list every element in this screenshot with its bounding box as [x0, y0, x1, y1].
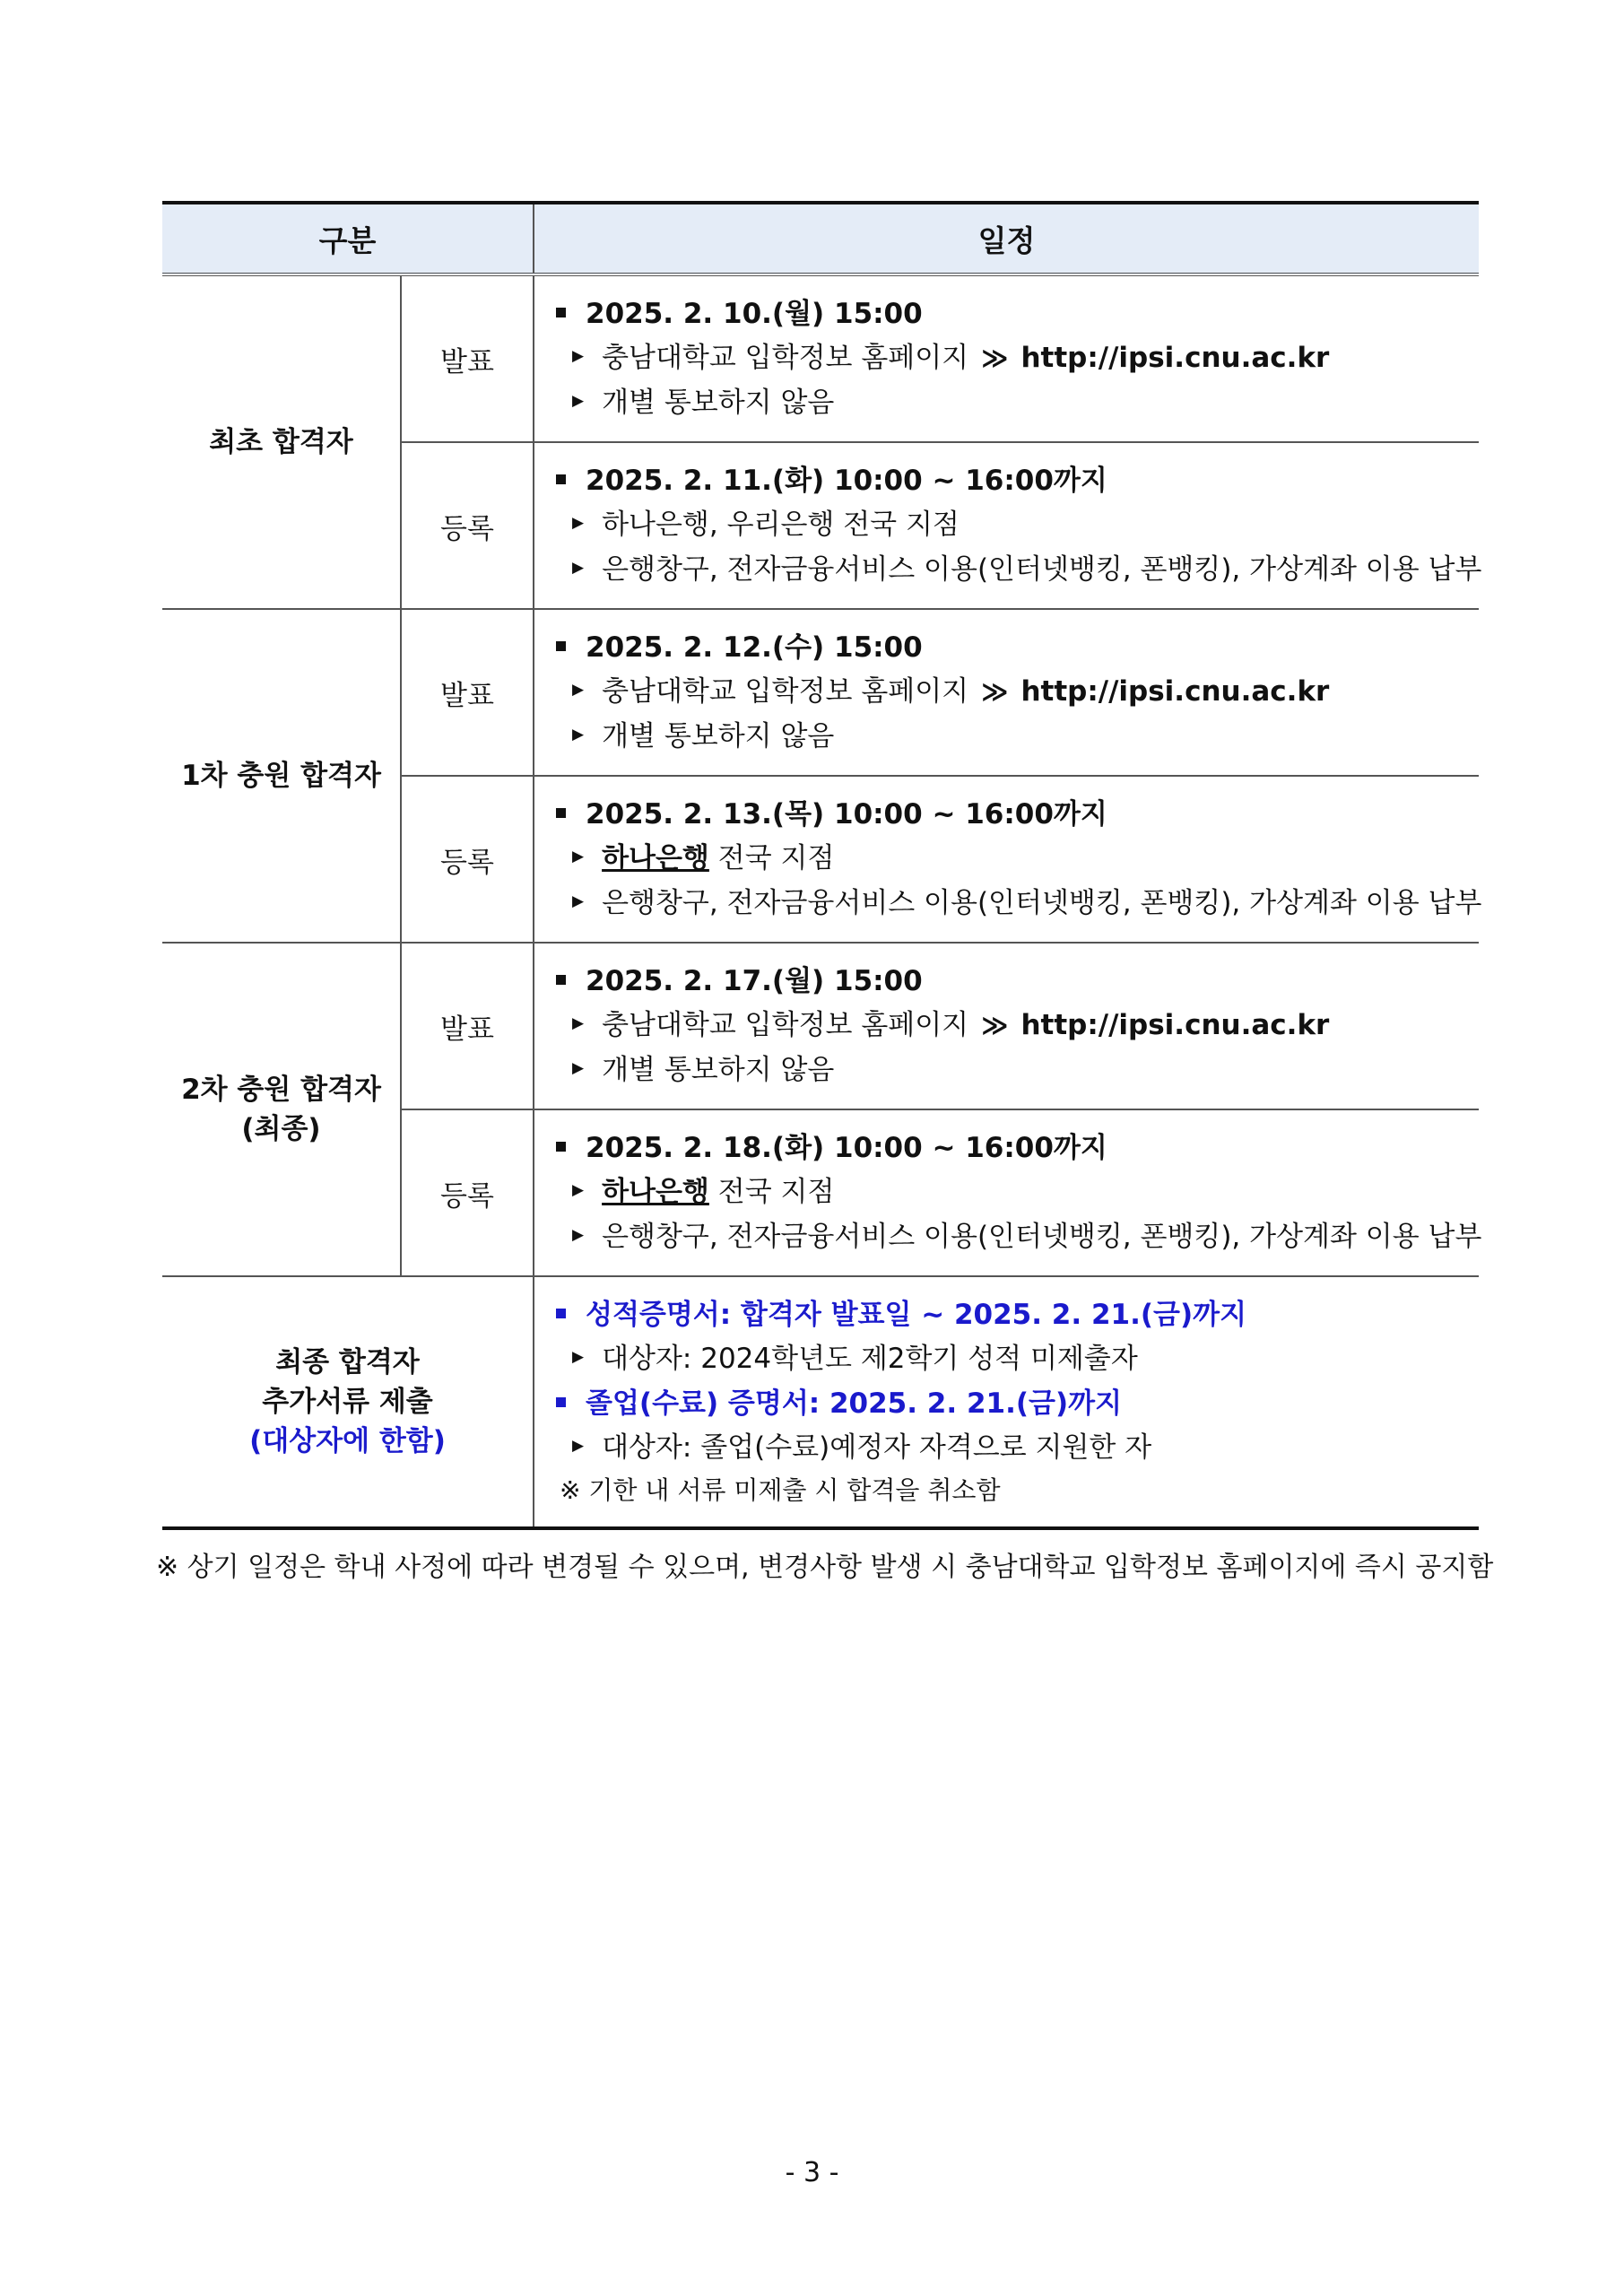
square-bullet-icon	[556, 474, 566, 484]
category-line: 최종 합격자	[275, 1346, 420, 1378]
square-bullet-icon	[556, 1309, 566, 1318]
triangle-bullet-icon: ▶	[572, 1225, 585, 1244]
bullet-text: 개별 통보하지 않음	[602, 386, 835, 419]
bullet-text: 충남대학교 입학정보 홈페이지	[602, 341, 969, 374]
arrow-separator: ≫	[981, 1009, 1009, 1040]
schedule-datetime: 2025. 2. 12.(수) 15:00	[586, 631, 923, 664]
category-line: 추가서류 제출	[262, 1386, 433, 1418]
triangle-bullet-icon: ▶	[572, 1013, 585, 1032]
sub-announcement: 발표	[401, 943, 534, 1109]
category-final-documents	[162, 1276, 534, 1528]
category-line: 2차 충원 합격자	[181, 1074, 381, 1106]
schedule-table	[162, 201, 1482, 1530]
arrow-separator: ≫	[981, 675, 1009, 707]
bullet-text: 대상자: 2024학년도 제2학기 성적 미제출자	[602, 1343, 1138, 1375]
category-first-waitlist: 1차 충원 합격자	[162, 609, 401, 943]
sub-registration: 등록	[401, 776, 534, 943]
bullet-text: 충남대학교 입학정보 홈페이지	[602, 674, 969, 708]
triangle-bullet-icon: ▶	[572, 1058, 585, 1077]
arrow-separator: ≫	[981, 342, 1009, 373]
triangle-bullet-icon: ▶	[572, 558, 585, 577]
triangle-bullet-icon: ▶	[572, 1180, 585, 1199]
document-deadline: 졸업(수료) 증명서: 2025. 2. 21.(금)까지	[586, 1387, 1123, 1420]
admission-url-link[interactable]: http://ipsi.cnu.ac.kr	[1020, 341, 1330, 374]
bullet-text: 충남대학교 입학정보 홈페이지	[602, 1008, 969, 1041]
triangle-bullet-icon: ▶	[572, 391, 585, 410]
bullet-text: 개별 통보하지 않음	[602, 1053, 835, 1086]
schedule-detail	[534, 442, 1482, 609]
schedule-datetime: 2025. 2. 18.(화) 10:00 ~ 16:00까지	[586, 1131, 1107, 1164]
schedule-detail	[534, 1109, 1482, 1276]
bullet-text: 은행창구, 전자금융서비스 이용(인터넷뱅킹, 폰뱅킹), 가상계좌 이용 납부	[602, 1220, 1482, 1253]
schedule-datetime: 2025. 2. 10.(월) 15:00	[586, 297, 923, 330]
bank-name: 하나은행	[602, 1175, 709, 1208]
header-category: 구분	[162, 203, 534, 274]
schedule-detail	[534, 609, 1479, 776]
bullet-text: 전국 지점	[717, 1175, 835, 1208]
category-initial-admit: 최초 합격자	[162, 274, 401, 609]
triangle-bullet-icon: ▶	[572, 1348, 585, 1366]
schedule-detail	[534, 943, 1479, 1109]
sub-announcement: 발표	[401, 274, 534, 442]
bullet-text: 은행창구, 전자금융서비스 이용(인터넷뱅킹, 폰뱅킹), 가상계좌 이용 납부	[602, 886, 1482, 919]
schedule-datetime: 2025. 2. 11.(화) 10:00 ~ 16:00까지	[586, 464, 1107, 497]
bullet-text: 전국 지점	[717, 841, 835, 874]
sub-registration: 등록	[401, 1109, 534, 1276]
sub-announcement: 발표	[401, 609, 534, 776]
cancellation-note: ※ 기한 내 서류 미제출 시 합격을 취소함	[560, 1475, 1001, 1505]
document-deadline: 성적증명서: 합격자 발표일 ~ 2025. 2. 21.(금)까지	[586, 1299, 1247, 1331]
square-bullet-icon	[556, 1397, 566, 1407]
bullet-text: 은행창구, 전자금융서비스 이용(인터넷뱅킹, 폰뱅킹), 가상계좌 이용 납부	[602, 552, 1482, 586]
triangle-bullet-icon: ▶	[572, 680, 585, 699]
schedule-detail	[534, 274, 1479, 442]
triangle-bullet-icon: ▶	[572, 1437, 585, 1455]
schedule-detail	[534, 1276, 1479, 1528]
sub-registration: 등록	[401, 442, 534, 609]
triangle-bullet-icon: ▶	[572, 891, 585, 910]
admission-url-link[interactable]: http://ipsi.cnu.ac.kr	[1020, 1008, 1330, 1041]
table-header-row	[162, 203, 1479, 274]
table-row	[162, 943, 1479, 1109]
page-number: - 3 -	[785, 2157, 839, 2188]
schedule-datetime: 2025. 2. 17.(월) 15:00	[586, 964, 923, 997]
footnote: ※ 상기 일정은 학내 사정에 따라 변경될 수 있으며, 변경사항 발생 시 충남대학교 입학정보 홈페이지에 즉시 공지함	[156, 1552, 1494, 1583]
header-schedule: 일정	[534, 203, 1479, 274]
square-bullet-icon	[556, 975, 566, 985]
bullet-text: 개별 통보하지 않음	[602, 719, 835, 752]
square-bullet-icon	[556, 1142, 566, 1152]
category-note: (대상자에 한함)	[249, 1425, 446, 1457]
square-bullet-icon	[556, 808, 566, 818]
bullet-text: 하나은행, 우리은행 전국 지점	[602, 508, 960, 541]
square-bullet-icon	[556, 308, 566, 317]
triangle-bullet-icon: ▶	[572, 346, 585, 365]
triangle-bullet-icon: ▶	[572, 725, 585, 744]
bank-name: 하나은행	[602, 841, 709, 874]
triangle-bullet-icon: ▶	[572, 513, 585, 532]
category-second-waitlist	[162, 943, 401, 1276]
bullet-text: 대상자: 졸업(수료)예정자 자격으로 지원한 자	[602, 1431, 1152, 1464]
triangle-bullet-icon: ▶	[572, 847, 585, 865]
square-bullet-icon	[556, 641, 566, 651]
table-row	[162, 1276, 1479, 1528]
admission-url-link[interactable]: http://ipsi.cnu.ac.kr	[1020, 674, 1330, 708]
table-row	[162, 274, 1479, 442]
category-line: (최종)	[241, 1113, 321, 1145]
table-row	[162, 609, 1479, 776]
schedule-detail	[534, 776, 1482, 943]
schedule-datetime: 2025. 2. 13.(목) 10:00 ~ 16:00까지	[586, 797, 1107, 831]
